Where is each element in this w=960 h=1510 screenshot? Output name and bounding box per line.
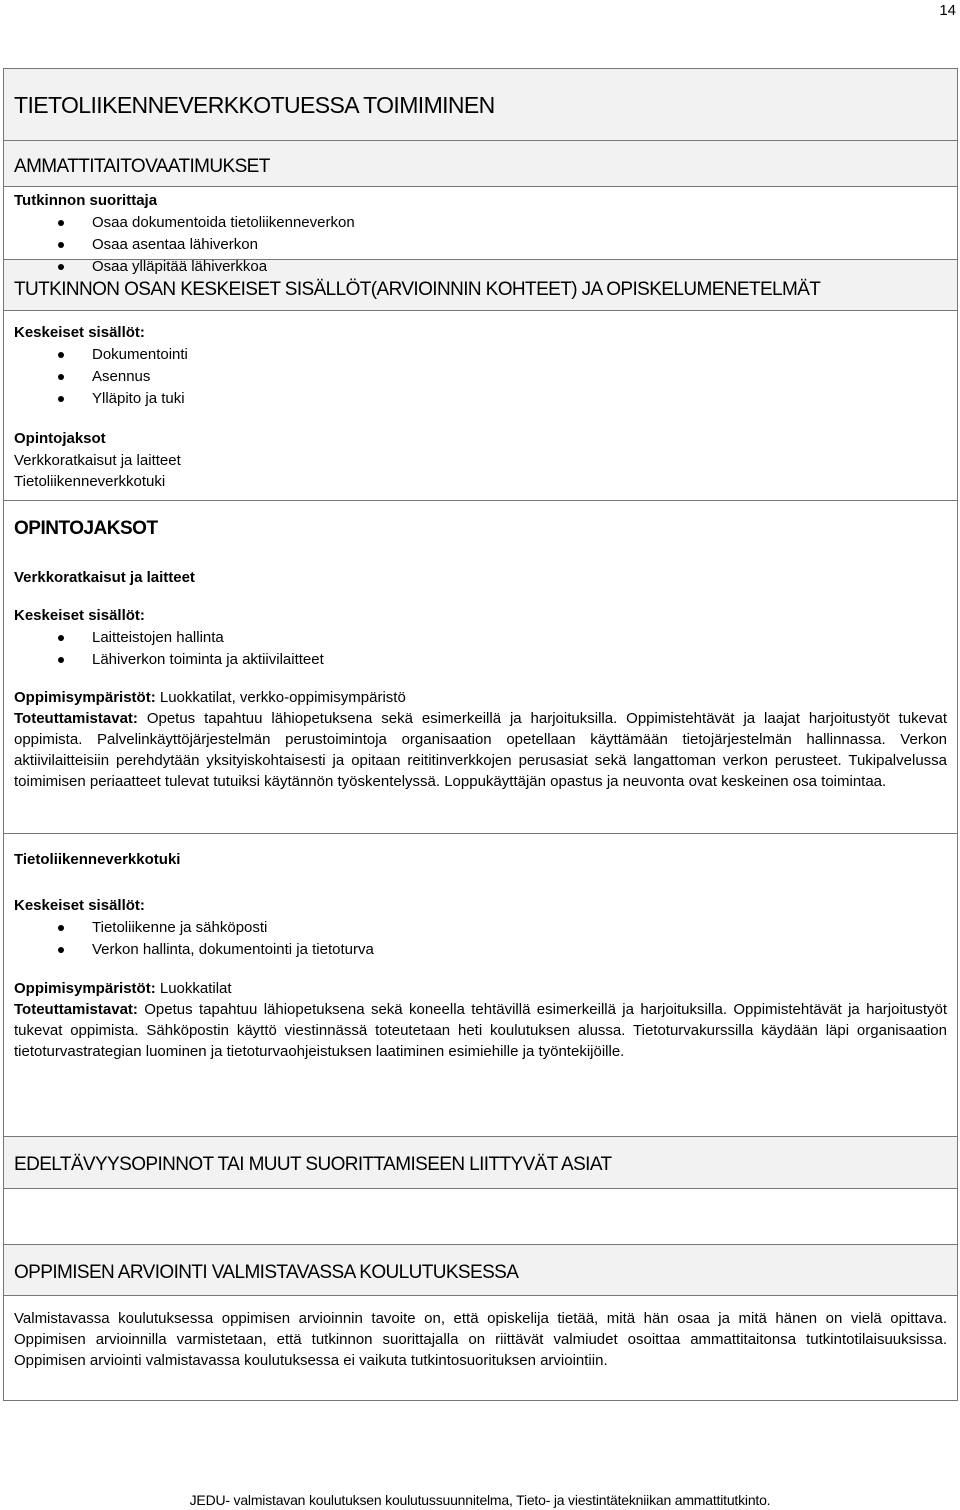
bullet-icon (58, 242, 64, 248)
opintojaksot-section (4, 501, 957, 834)
opintojaksot-label: Opintojaksot (14, 430, 106, 447)
ammattitaito-heading: AMMATTITAITOVAATIMUKSET (4, 141, 957, 187)
opintojaksot-heading: OPINTOJAKSOT (14, 518, 158, 539)
sisallot-list (14, 344, 947, 410)
bullet-icon (58, 657, 64, 663)
list-item: Lähiverkon toiminta ja aktiivilaitteet (14, 649, 947, 671)
edeltavyys-content (4, 1189, 957, 1245)
jakso1-keskeiset-label: Keskeiset sisällöt: (14, 607, 145, 624)
list-item: Osaa dokumentoida tietoliikenneverkon (14, 212, 947, 234)
arviointi-text: Valmistavassa koulutuksessa oppimisen arvioinnin tavoite on, että opiskelija tietää, mitä hän osaa ja mitä hänen on vielä opittava. Oppimisen arvioinnilla varmistetaan, että tutkinnon suorittajalla on riittävät valmiudet osoittaa ammattitaitonsa tutkintotilaisuuksissa. Oppimisen arviointi valmistavassa koulutuksessa ei vaikuta tutkintosuorituksen arviointiin. (14, 1310, 947, 1369)
keskeiset-label: Keskeiset sisällöt: (14, 324, 145, 341)
jakso1-title: Verkkoratkaisut ja laitteet (14, 569, 195, 586)
list-item: Tietoliikenne ja sähköposti (14, 917, 947, 939)
bullet-icon (58, 374, 64, 380)
bullet-icon (58, 925, 64, 931)
bullet-icon (58, 635, 64, 641)
jakso2-title: Tietoliikenneverkkotuki (14, 851, 181, 868)
arviointi-section (4, 1296, 957, 1400)
list-item: Ylläpito ja tuki (14, 388, 947, 410)
arviointi-heading: OPPIMISEN ARVIOINTI VALMISTAVASSA KOULUTUKSESSA (4, 1245, 957, 1296)
document-table (3, 68, 958, 1401)
bullet-icon (58, 352, 64, 358)
jakso1-list (14, 627, 947, 671)
bullet-icon (58, 264, 64, 270)
bullet-icon (58, 220, 64, 226)
list-item: Osaa ylläpitää lähiverkkoa (14, 256, 947, 278)
jakso1-toteutus: Toteuttamistavat: Opetus tapahtuu lähiopetuksena sekä esimerkeillä ja harjoituksilla. Oppimistehtävät ja laajat harjoitustyöt tukevat oppimista. Palvelinkäyttöjärjestelmän perustoimintoja organisaation opetellaan käyttämään tietojärjestelmän hallinnassa. Verkon aktiivilaitteisiin perehdytään yksityiskohtaisesti ja opitaan reititinverkkojen perusasiat sekä langattoman verkon perusteet. Tukipalvelussa toimimisen periaatteet tulevat tutuiksi käytännön työskentelyssä. Loppukäyttäjän opastus ja neuvonta ovat keskeinen osa toimintaa. (14, 710, 947, 790)
sisallot-heading: TUTKINNON OSAN KESKEISET SISÄLLÖT(ARVIOINNIN KOHTEET) JA OPISKELUMENETELMÄT (4, 260, 957, 311)
jakso2-section (4, 834, 957, 1137)
list-item: Asennus (14, 366, 947, 388)
opintojakso-name: Tietoliikenneverkkotuki (14, 473, 166, 490)
sisallot-section (4, 311, 957, 501)
jakso2-toteutus: Toteuttamistavat: Opetus tapahtuu lähiopetuksena sekä koneella tehtävillä esimerkeillä ja harjoituksilla. Oppimistehtävät ja harjoitustyöt tukevat oppimista. Sähköpostin käyttö viestinnässä toteutetaan heti koulutuksen alussa. Tietoturvakurssilla käydään läpi organisaation tietoturvastrategian luominen ja tietoturvaohjeistuksen laatiminen esimiehille ja työntekijöille. (14, 1001, 947, 1060)
ammattitaito-section (4, 187, 957, 275)
tutkinnon-suorittaja-label: Tutkinnon suorittaja (14, 192, 158, 209)
list-item: Laitteistojen hallinta (14, 627, 947, 649)
jakso2-ymparistot: Oppimisympäristöt: Luokkatilat (14, 980, 232, 997)
jakso1-ymparistot: Oppimisympäristöt: Luokkatilat, verkko-oppimisympäristö (14, 689, 406, 706)
edeltavyys-heading: EDELTÄVYYSOPINNOT TAI MUUT SUORITTAMISEEN LIITTYVÄT ASIAT (4, 1137, 957, 1189)
list-item: Osaa asentaa lähiverkon (14, 234, 947, 256)
jakso2-list (14, 917, 947, 961)
opintojakso-name: Verkkoratkaisut ja laitteet (14, 452, 181, 469)
list-item: Dokumentointi (14, 344, 947, 366)
ammattitaito-list (14, 212, 947, 278)
document-title: TIETOLIIKENNEVERKKOTUESSA TOIMIMINEN (4, 69, 957, 141)
list-item: Verkon hallinta, dokumentointi ja tietoturva (14, 939, 947, 961)
jakso2-keskeiset-label: Keskeiset sisällöt: (14, 897, 145, 914)
bullet-icon (58, 396, 64, 402)
page-footer: JEDU- valmistavan koulutuksen koulutussuunnitelma, Tieto- ja viestintätekniikan ammattitutkinto. (189, 1492, 771, 1508)
page-number: 14 (939, 2, 956, 19)
bullet-icon (58, 947, 64, 953)
